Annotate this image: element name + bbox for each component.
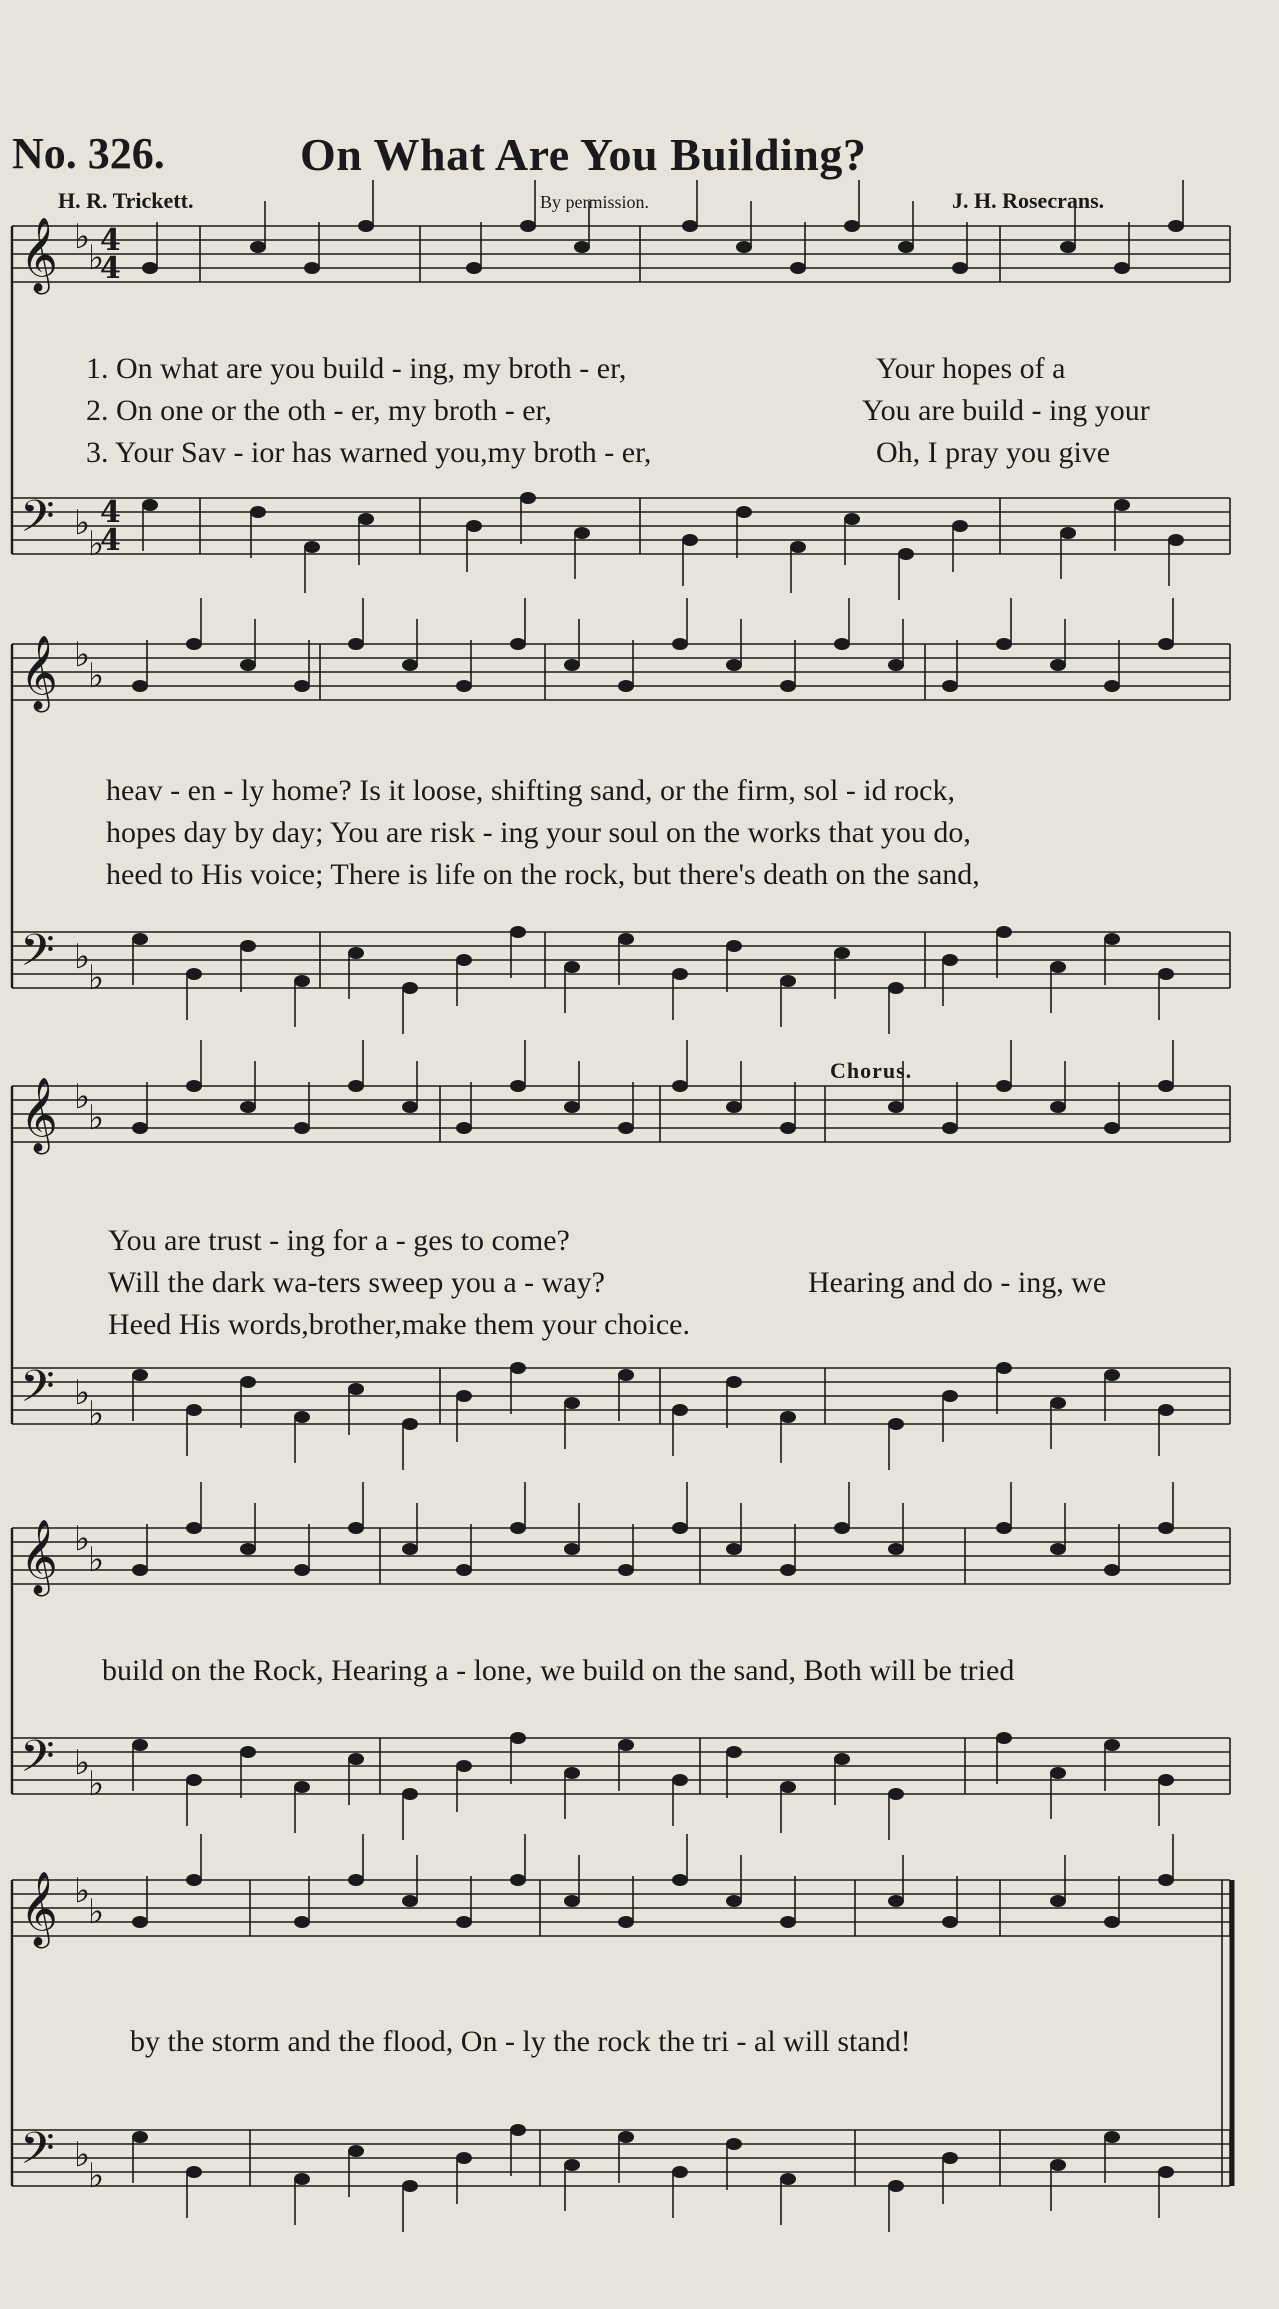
notehead bbox=[618, 1369, 634, 1381]
notehead bbox=[844, 513, 860, 525]
notehead bbox=[618, 933, 634, 945]
flat-icon: ♭ bbox=[74, 1871, 91, 1911]
lyricist-credit: H. R. Trickett. bbox=[58, 188, 194, 213]
notehead bbox=[456, 1122, 472, 1134]
notehead bbox=[456, 2152, 472, 2164]
notehead bbox=[780, 1411, 796, 1423]
system-3-lyrics bbox=[108, 1224, 1268, 1344]
notehead bbox=[1104, 1916, 1120, 1928]
notehead bbox=[1050, 1767, 1066, 1779]
notehead bbox=[250, 241, 266, 253]
notehead bbox=[348, 1753, 364, 1765]
notehead bbox=[1114, 262, 1130, 274]
notehead bbox=[780, 680, 796, 692]
notehead bbox=[294, 2173, 310, 2185]
notehead bbox=[1158, 968, 1174, 980]
notehead bbox=[996, 1732, 1012, 1744]
notehead bbox=[1050, 659, 1066, 671]
time-signature: 4 bbox=[100, 523, 121, 558]
notehead bbox=[726, 1101, 742, 1113]
notehead bbox=[888, 982, 904, 994]
notehead bbox=[1158, 1080, 1174, 1092]
notehead bbox=[456, 1390, 472, 1402]
notehead bbox=[402, 1788, 418, 1800]
lyric-line: by the storm and the flood, On - ly the rock the tri - al will stand! bbox=[130, 2025, 911, 2058]
notehead bbox=[834, 638, 850, 650]
notehead bbox=[510, 926, 526, 938]
notehead bbox=[1104, 680, 1120, 692]
hymn-title: On What Are You Building? bbox=[300, 129, 867, 180]
notehead bbox=[790, 541, 806, 553]
treble-clef-icon: 𝄞 bbox=[20, 218, 58, 292]
flat-icon: ♭ bbox=[88, 1098, 105, 1138]
chorus-lyric: Hearing and do - ing, we bbox=[808, 1266, 1107, 1299]
notehead bbox=[736, 506, 752, 518]
notehead bbox=[1050, 961, 1066, 973]
flat-icon: ♭ bbox=[88, 1892, 105, 1932]
notehead bbox=[618, 1739, 634, 1751]
notehead bbox=[304, 262, 320, 274]
notehead bbox=[672, 1080, 688, 1092]
lyric-verse-2: Will the dark wa-ters sweep you a - way? bbox=[108, 1266, 605, 1299]
notehead bbox=[132, 1369, 148, 1381]
system-2-lyrics bbox=[106, 774, 1266, 894]
notehead bbox=[1050, 1397, 1066, 1409]
notehead bbox=[1168, 534, 1184, 546]
notehead bbox=[1104, 1369, 1120, 1381]
flat-icon: ♭ bbox=[88, 238, 105, 278]
lyric-verse-1: 1. On what are you build - ing, my broth - er, bbox=[86, 352, 627, 385]
notehead bbox=[132, 1564, 148, 1576]
notehead bbox=[574, 241, 590, 253]
notehead bbox=[294, 1411, 310, 1423]
notehead bbox=[240, 659, 256, 671]
flat-icon: ♭ bbox=[74, 1519, 91, 1559]
system-5-lyrics bbox=[130, 2025, 1270, 2065]
notehead bbox=[726, 1895, 742, 1907]
notehead bbox=[682, 220, 698, 232]
notehead bbox=[888, 1895, 904, 1907]
time-signature: 4 bbox=[100, 495, 121, 530]
notehead bbox=[132, 680, 148, 692]
notehead bbox=[564, 2159, 580, 2171]
flat-icon: ♭ bbox=[74, 1373, 91, 1413]
notehead bbox=[186, 968, 202, 980]
notehead bbox=[996, 1362, 1012, 1374]
notehead bbox=[456, 1760, 472, 1772]
notehead bbox=[618, 2131, 634, 2143]
notehead bbox=[726, 2138, 742, 2150]
notehead bbox=[888, 1788, 904, 1800]
notehead bbox=[942, 1390, 958, 1402]
notehead bbox=[780, 1916, 796, 1928]
notehead bbox=[1104, 1564, 1120, 1576]
notehead bbox=[888, 2180, 904, 2192]
notehead bbox=[186, 2166, 202, 2178]
composer-credit: J. H. Rosecrans. bbox=[952, 188, 1105, 213]
permission-note: By permission. bbox=[540, 192, 650, 212]
notehead bbox=[888, 659, 904, 671]
notehead bbox=[672, 1522, 688, 1534]
lyric-verse-3: Heed His words,brother,make them your choice. bbox=[108, 1308, 690, 1341]
notehead bbox=[240, 1746, 256, 1758]
notehead bbox=[780, 1781, 796, 1793]
notehead bbox=[1114, 499, 1130, 511]
notehead bbox=[672, 1774, 688, 1786]
notehead bbox=[672, 638, 688, 650]
notehead bbox=[1050, 1101, 1066, 1113]
notehead bbox=[240, 1543, 256, 1555]
notehead bbox=[520, 220, 536, 232]
notehead bbox=[672, 1404, 688, 1416]
flat-icon: ♭ bbox=[88, 1394, 105, 1434]
notehead bbox=[736, 241, 752, 253]
flat-icon: ♭ bbox=[74, 503, 91, 543]
treble-clef-icon: 𝄞 bbox=[20, 1520, 58, 1594]
treble-clef-icon: 𝄞 bbox=[20, 1078, 58, 1152]
notehead bbox=[456, 1564, 472, 1576]
notehead bbox=[304, 541, 320, 553]
notehead bbox=[142, 262, 158, 274]
notehead bbox=[780, 975, 796, 987]
flat-icon: ♭ bbox=[88, 1540, 105, 1580]
notehead bbox=[1158, 1522, 1174, 1534]
time-signature: 4 bbox=[100, 223, 121, 258]
notehead bbox=[618, 680, 634, 692]
notehead bbox=[520, 492, 536, 504]
notehead bbox=[726, 940, 742, 952]
notehead bbox=[1060, 527, 1076, 539]
system-1-lyrics bbox=[86, 352, 1266, 472]
notehead bbox=[834, 947, 850, 959]
lyric-verse-2: hopes day by day; You are risk - ing your soul on the works that you do, bbox=[106, 816, 971, 849]
notehead bbox=[780, 1564, 796, 1576]
notehead bbox=[348, 638, 364, 650]
flat-icon: ♭ bbox=[74, 2135, 91, 2175]
flat-icon: ♭ bbox=[74, 1077, 91, 1117]
notehead bbox=[510, 1874, 526, 1886]
notehead bbox=[1104, 2131, 1120, 2143]
notehead bbox=[726, 1543, 742, 1555]
notehead bbox=[618, 1564, 634, 1576]
lyric-verse-1: heav - en - ly home? Is it loose, shifting sand, or the firm, sol - id rock, bbox=[106, 774, 955, 807]
notehead bbox=[456, 1916, 472, 1928]
notehead bbox=[466, 262, 482, 274]
notehead bbox=[942, 680, 958, 692]
notehead bbox=[844, 220, 860, 232]
flat-icon: ♭ bbox=[74, 635, 91, 675]
notehead bbox=[672, 1874, 688, 1886]
notehead bbox=[142, 499, 158, 511]
notehead bbox=[942, 954, 958, 966]
notehead bbox=[510, 1732, 526, 1744]
bass-clef-icon: 𝄢 bbox=[20, 1360, 55, 1423]
chorus-label: Chorus. bbox=[830, 1058, 913, 1083]
notehead bbox=[402, 1543, 418, 1555]
notehead bbox=[780, 2173, 796, 2185]
bass-clef-icon: 𝄢 bbox=[20, 2122, 55, 2185]
notehead bbox=[186, 1774, 202, 1786]
lyric-line: build on the Rock, Hearing a - lone, we build on the sand, Both will be tried bbox=[102, 1654, 1015, 1687]
notehead bbox=[790, 262, 806, 274]
notehead bbox=[898, 548, 914, 560]
notehead bbox=[510, 2124, 526, 2136]
flat-icon: ♭ bbox=[88, 524, 105, 564]
notehead bbox=[466, 520, 482, 532]
notehead bbox=[996, 926, 1012, 938]
notehead bbox=[294, 680, 310, 692]
notehead bbox=[132, 1122, 148, 1134]
notehead bbox=[726, 1746, 742, 1758]
notehead bbox=[402, 1895, 418, 1907]
notehead bbox=[564, 1895, 580, 1907]
notehead bbox=[1158, 1774, 1174, 1786]
system-4-lyrics bbox=[102, 1654, 1262, 1694]
notehead bbox=[348, 2145, 364, 2157]
notehead bbox=[618, 1916, 634, 1928]
notehead bbox=[996, 638, 1012, 650]
flat-icon: ♭ bbox=[88, 958, 105, 998]
notehead bbox=[1050, 2159, 1066, 2171]
notehead bbox=[564, 1767, 580, 1779]
notehead bbox=[672, 2166, 688, 2178]
flat-icon: ♭ bbox=[74, 937, 91, 977]
notehead bbox=[942, 1122, 958, 1134]
notehead bbox=[240, 1101, 256, 1113]
notehead bbox=[672, 968, 688, 980]
notehead bbox=[402, 982, 418, 994]
notehead bbox=[1158, 1874, 1174, 1886]
bass-clef-icon: 𝄢 bbox=[20, 490, 55, 553]
notehead bbox=[1158, 1404, 1174, 1416]
lyric-verse-3: 3. Your Sav - ior has warned you,my broth - er, bbox=[86, 436, 652, 469]
notehead bbox=[294, 1916, 310, 1928]
notehead bbox=[456, 954, 472, 966]
notehead bbox=[996, 1080, 1012, 1092]
notehead bbox=[726, 659, 742, 671]
notehead bbox=[402, 1418, 418, 1430]
notehead bbox=[1158, 638, 1174, 650]
notehead bbox=[348, 1522, 364, 1534]
notehead bbox=[402, 659, 418, 671]
lyric-verse-1: You are trust - ing for a - ges to come? bbox=[108, 1224, 570, 1257]
notehead bbox=[898, 241, 914, 253]
notehead bbox=[186, 1522, 202, 1534]
notehead bbox=[250, 506, 266, 518]
notehead bbox=[618, 1122, 634, 1134]
notehead bbox=[240, 940, 256, 952]
notehead bbox=[1060, 241, 1076, 253]
notehead bbox=[456, 680, 472, 692]
lyric-verse-1-end: Your hopes of a bbox=[876, 352, 1066, 385]
notehead bbox=[510, 1522, 526, 1534]
treble-clef-icon: 𝄞 bbox=[20, 636, 58, 710]
notehead bbox=[240, 1376, 256, 1388]
notehead bbox=[132, 2131, 148, 2143]
notehead bbox=[888, 1543, 904, 1555]
notehead bbox=[564, 1101, 580, 1113]
notehead bbox=[294, 1122, 310, 1134]
notehead bbox=[294, 1781, 310, 1793]
notehead bbox=[402, 1101, 418, 1113]
notehead bbox=[132, 1739, 148, 1751]
notehead bbox=[348, 1874, 364, 1886]
notehead bbox=[510, 1080, 526, 1092]
notehead bbox=[510, 1362, 526, 1374]
notehead bbox=[186, 1404, 202, 1416]
lyric-verse-3-end: Oh, I pray you give bbox=[876, 436, 1111, 469]
notehead bbox=[726, 1376, 742, 1388]
lyric-verse-2: 2. On one or the oth - er, my broth - er, bbox=[86, 394, 552, 427]
notehead bbox=[294, 1564, 310, 1576]
notehead bbox=[294, 975, 310, 987]
notehead bbox=[888, 1418, 904, 1430]
notehead bbox=[564, 1543, 580, 1555]
notehead bbox=[348, 947, 364, 959]
notehead bbox=[834, 1753, 850, 1765]
notehead bbox=[564, 659, 580, 671]
notehead bbox=[348, 1080, 364, 1092]
notehead bbox=[952, 262, 968, 274]
notehead bbox=[564, 1397, 580, 1409]
notehead bbox=[996, 1522, 1012, 1534]
flat-icon: ♭ bbox=[74, 1743, 91, 1783]
flat-icon: ♭ bbox=[74, 217, 91, 257]
notehead bbox=[574, 527, 590, 539]
notehead bbox=[348, 1383, 364, 1395]
hymn-number: No. 326. bbox=[12, 129, 165, 178]
notehead bbox=[564, 961, 580, 973]
flat-icon: ♭ bbox=[88, 2156, 105, 2196]
notehead bbox=[952, 520, 968, 532]
notehead bbox=[132, 933, 148, 945]
notehead bbox=[1104, 1739, 1120, 1751]
notehead bbox=[888, 1101, 904, 1113]
treble-clef-icon: 𝄞 bbox=[20, 1872, 58, 1946]
notehead bbox=[682, 534, 698, 546]
notehead bbox=[942, 1916, 958, 1928]
notehead bbox=[834, 1522, 850, 1534]
lyric-verse-2-end: You are build - ing your bbox=[862, 394, 1150, 427]
notehead bbox=[1050, 1543, 1066, 1555]
notehead bbox=[942, 2152, 958, 2164]
notehead bbox=[1050, 1895, 1066, 1907]
notehead bbox=[1168, 220, 1184, 232]
notehead bbox=[1104, 933, 1120, 945]
bass-clef-icon: 𝄢 bbox=[20, 1730, 55, 1793]
flat-icon: ♭ bbox=[88, 656, 105, 696]
bass-clef-icon: 𝄢 bbox=[20, 924, 55, 987]
notehead bbox=[1104, 1122, 1120, 1134]
notehead bbox=[358, 513, 374, 525]
notehead bbox=[358, 220, 374, 232]
notehead bbox=[780, 1122, 796, 1134]
notehead bbox=[186, 1874, 202, 1886]
notehead bbox=[186, 638, 202, 650]
notehead bbox=[186, 1080, 202, 1092]
notehead bbox=[402, 2180, 418, 2192]
time-signature: 4 bbox=[100, 251, 121, 286]
notehead bbox=[132, 1916, 148, 1928]
notehead bbox=[510, 638, 526, 650]
notehead bbox=[1158, 2166, 1174, 2178]
flat-icon: ♭ bbox=[88, 1764, 105, 1804]
lyric-verse-3: heed to His voice; There is life on the rock, but there's death on the sand, bbox=[106, 858, 980, 891]
